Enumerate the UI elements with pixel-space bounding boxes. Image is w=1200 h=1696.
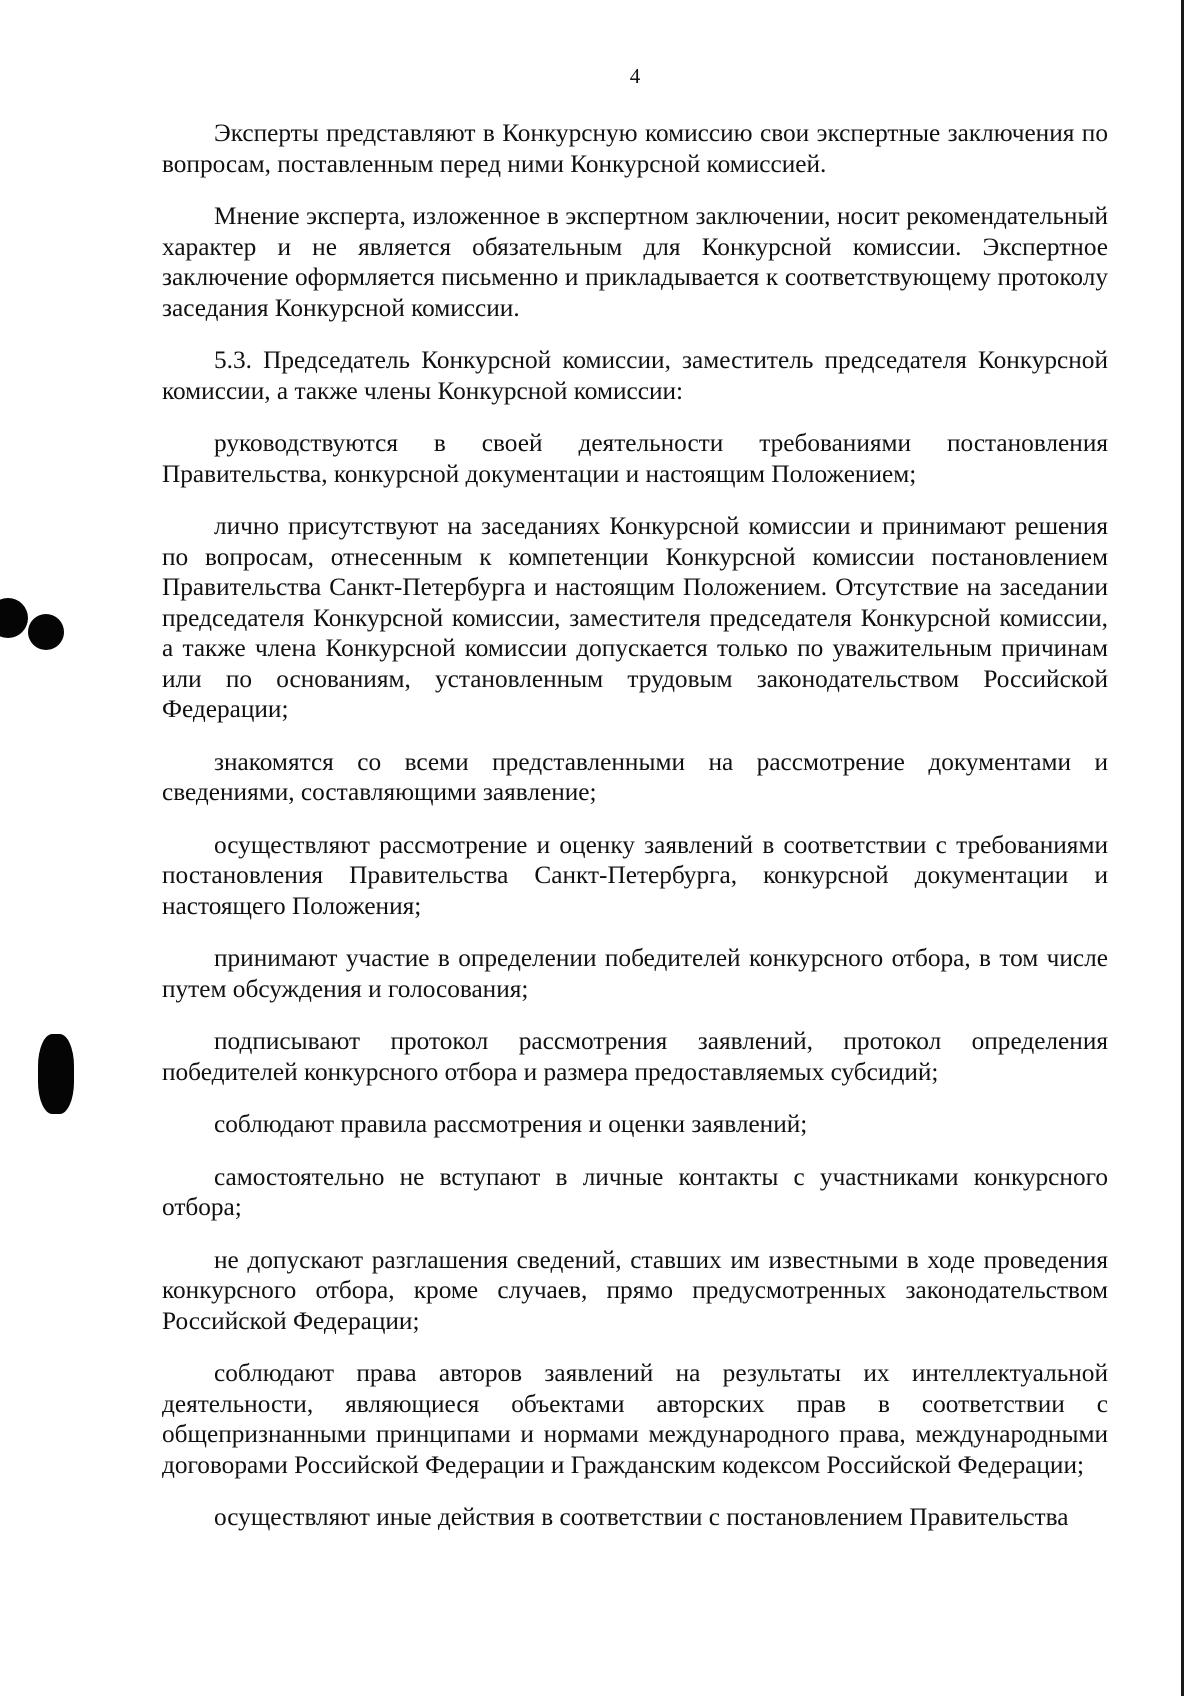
paragraph: лично присутствуют на заседаниях Конкурсной комиссии и принимают решения по вопросам, отнесенным к компетенции Конкурсной комиссии постановлением Правительства Санкт-Петербурга и настоящим Положением. Отсутствие на заседании председателя Конкурсной комиссии, заместителя председателя Конкурсной комиссии, а также члена Конкурсной комиссии допускается только по уважительным причинам или по основаниям, установленным трудовым законодательством Российской Федерации; (162, 512, 1108, 723)
scan-edge-line (1181, 0, 1184, 1696)
paragraph: руководствуются в своей деятельности требованиями постановления Правительства, конкурсной документации и настоящим Положением; (162, 429, 1108, 488)
document-body (162, 118, 1108, 1555)
punch-hole-mark (28, 614, 64, 650)
page-number: 4 (629, 64, 641, 88)
paragraph: знакомятся со всеми представленными на рассмотрение документами и сведениями, составляющими заявление; (162, 747, 1108, 806)
paragraph: соблюдают правила рассмотрения и оценки заявлений; (214, 1110, 808, 1138)
paragraph: принимают участие в определении победителей конкурсного отбора, в том числе путем обсуждения и голосования; (162, 944, 1108, 1003)
paragraph: подписывают протокол рассмотрения заявлений, протокол определения победителей конкурсного отбора и размера предоставляемых субсидий; (162, 1027, 1108, 1086)
paragraph: Мнение эксперта, изложенное в экспертном заключении, носит рекомендательный характер и не является обязательным для Конкурсной комиссии. Экспертное заключение оформляется письменно и прикладывается к соответствующему протоколу заседания Конкурсной комиссии. (162, 202, 1108, 322)
punch-hole-mark (38, 1034, 74, 1114)
paragraph: осуществляют иные действия в соответствии с постановлением Правительства (214, 1503, 1069, 1531)
paragraph: 5.3. Председатель Конкурсной комиссии, заместитель председателя Конкурсной комиссии, а также члены Конкурсной комиссии: (162, 346, 1108, 405)
paragraph: осуществляют рассмотрение и оценку заявлений в соответствии с требованиями постановления Правительства Санкт-Петербурга, конкурсной документации и настоящего Положения; (162, 830, 1108, 920)
paragraph: соблюдают права авторов заявлений на результаты их интеллектуальной деятельности, являющиеся объектами авторских прав в соответствии с общепризнанными принципами и нормами международного права, международными договорами Российской Федерации и Гражданским кодексом Российской Федерации; (162, 1359, 1108, 1479)
paragraph: самостоятельно не вступают в личные контакты с участниками конкурсного отбора; (162, 1162, 1108, 1221)
paragraph: Эксперты представляют в Конкурсную комиссию свои экспертные заключения по вопросам, поставленным перед ними Конкурсной комиссией. (162, 119, 1108, 178)
paragraph: не допускают разглашения сведений, ставших им известными в ходе проведения конкурсного отбора, кроме случаев, прямо предусмотренных законодательством Российской Федерации; (162, 1245, 1108, 1335)
punch-hole-mark (0, 598, 28, 638)
